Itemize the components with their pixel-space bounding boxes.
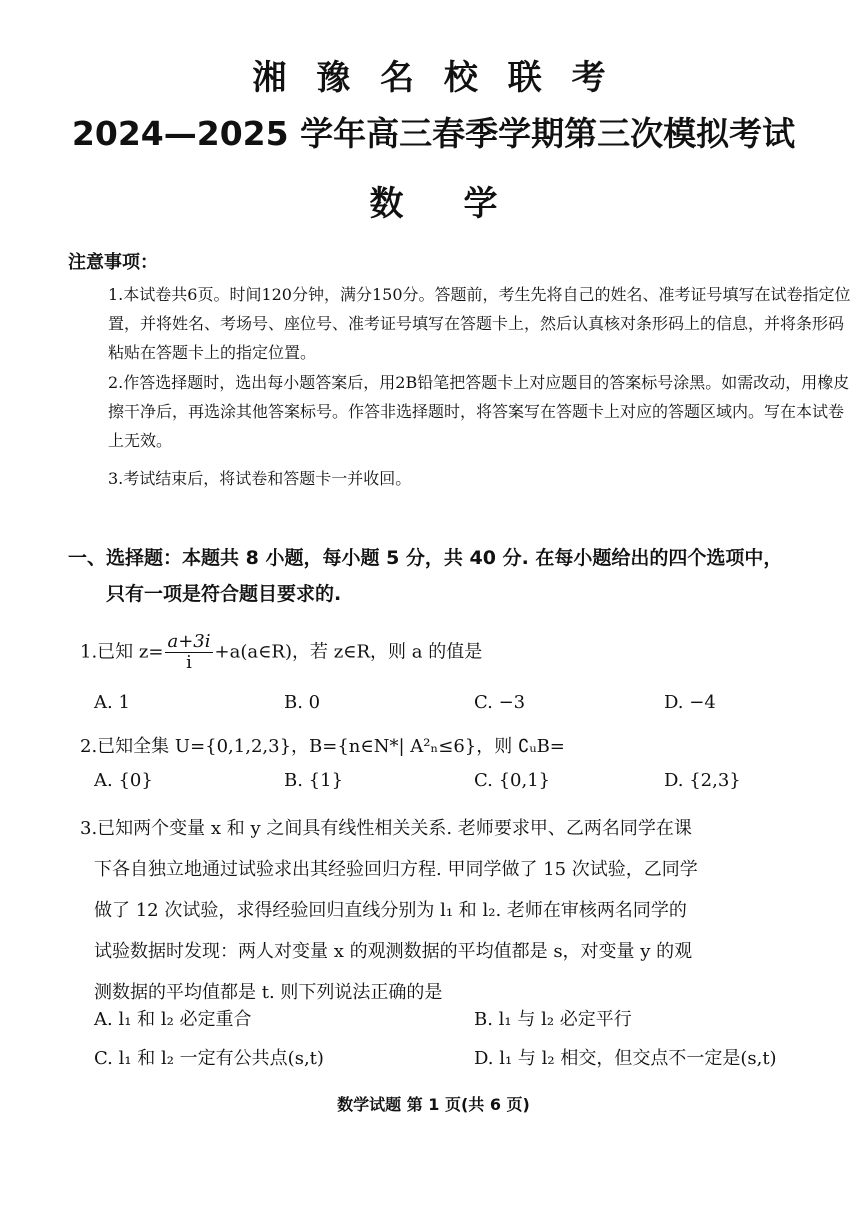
section-line-2: 只有一项是符合题目要求的.	[106, 583, 342, 605]
q1-prefix: 1.已知 z=	[80, 641, 164, 663]
q2-option-c: C. {0,1}	[474, 770, 551, 791]
notice-heading: 注意事项：	[68, 252, 158, 273]
question-3	[80, 808, 855, 1013]
q3-line-5: 测数据的平均值都是 t. 则下列说法正确的是	[94, 982, 443, 1003]
q1-frac-numerator: a+3i	[167, 631, 211, 652]
question-1	[80, 632, 855, 673]
notice-item-1	[108, 280, 853, 367]
q3-options-row-1	[94, 1005, 854, 1031]
notice-item-3	[108, 464, 853, 493]
question-2: 2.已知全集 U={0,1,2,3}，B={n∈N*| A²ₙ≤6}，则 ∁ᵤB=	[80, 736, 565, 757]
q2-options	[94, 770, 854, 791]
q3-option-c: C. l₁ 和 l₂ 一定有公共点(s,t)	[94, 1048, 324, 1069]
q1-option-c: C. −3	[474, 692, 526, 713]
notice-text-2: 2.作答选择题时，选出每小题答案后，用2B铅笔把答题卡上对应题目的答案标号涂黑。如需改动，用橡皮擦干净后，再选涂其他答案标号。作答非选择题时，将答案写在答题卡上对应的答题区域内。写在本试卷上无效。	[108, 373, 850, 450]
subject-char-2: 学	[463, 184, 498, 224]
section-line-1: 一、选择题：本题共 8 小题，每小题 5 分，共 40 分. 在每小题给出的四个选项中，	[68, 547, 783, 569]
q3-option-d: D. l₁ 与 l₂ 相交，但交点不一定是(s,t)	[474, 1048, 777, 1069]
q2-option-d: D. {2,3}	[664, 770, 741, 791]
q1-frac-denominator: i	[186, 652, 192, 673]
q3-line-3: 做了 12 次试验，求得经验回归直线分别为 l₁ 和 l₂. 老师在审核两名同学的	[94, 900, 687, 921]
notice-text-1: 1.本试卷共6页。时间120分钟，满分150分。答题前，考生先将自己的姓名、准考证号填写在试卷指定位置，并将姓名、考场号、座位号、准考证号填写在答题卡上，然后认真核对条形码上的信息，并将条形码粘贴在答题卡上的指定位置。	[108, 285, 851, 362]
exam-org-title: 湘 豫 名 校 联 考	[252, 58, 615, 98]
q1-options	[94, 692, 854, 713]
exam-title: 2024—2025 学年高三春季学期第三次模拟考试	[71, 114, 796, 153]
q1-option-b: B. 0	[284, 692, 321, 713]
q1-suffix: +a(a∈R)，若 z∈R，则 a 的值是	[214, 641, 483, 663]
q1-fraction	[165, 632, 212, 673]
q1-option-a: A. 1	[94, 692, 130, 713]
q3-line-4: 试验数据时发现：两人对变量 x 的观测数据的平均值都是 s，对变量 y 的观	[94, 941, 693, 962]
section-heading	[68, 540, 858, 612]
q2-option-a: A. {0}	[94, 770, 153, 791]
q2-option-b: B. {1}	[284, 770, 344, 791]
q3-option-a: A. l₁ 和 l₂ 必定重合	[94, 1009, 252, 1030]
q3-line-1: 3.已知两个变量 x 和 y 之间具有线性相关关系. 老师要求甲、乙两名同学在课	[80, 818, 692, 839]
q3-line-2: 下各自独立地通过试验求出其经验回归方程. 甲同学做了 15 次试验，乙同学	[94, 859, 698, 880]
q1-option-d: D. −4	[664, 692, 716, 713]
notice-text-3: 3.考试结束后，将试卷和答题卡一并收回。	[108, 469, 412, 488]
subject-char-1: 数	[369, 184, 404, 224]
subject-title	[0, 176, 867, 225]
q3-options-row-2	[94, 1044, 854, 1070]
q3-option-b: B. l₁ 与 l₂ 必定平行	[474, 1009, 632, 1030]
page-footer: 数学试题 第 1 页(共 6 页)	[337, 1095, 530, 1114]
notice-item-2	[108, 368, 853, 455]
